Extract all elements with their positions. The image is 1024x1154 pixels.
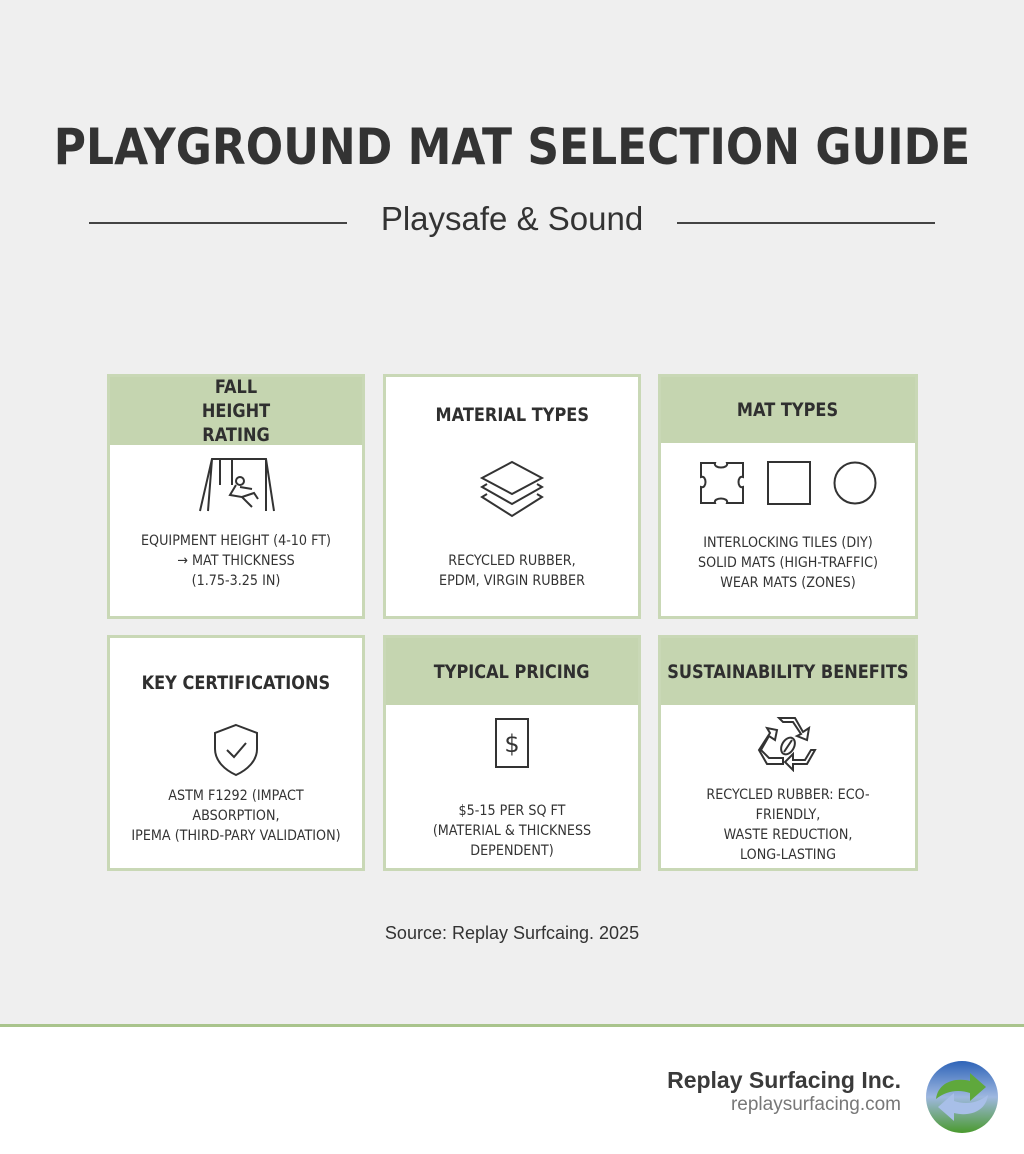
square-icon: [767, 461, 811, 505]
card-material-types: [383, 374, 641, 619]
company-logo: [924, 1059, 1000, 1135]
card-text: EPDM, VIRGIN RUBBER: [439, 573, 585, 589]
card-text: RECYCLED RUBBER: ECO-FRIENDLY,: [706, 787, 870, 823]
card-title: FALL HEIGHT RATING: [201, 376, 271, 446]
card-text: ABSORPTION,: [192, 808, 280, 824]
card-text: $5-15 PER SQ FT: [458, 803, 566, 819]
card-typical-pricing: [383, 635, 641, 871]
card-title: SUSTAINABILITY BENEFITS: [667, 660, 909, 683]
circle-icon: [833, 461, 877, 505]
card-text: ASTM F1292 (IMPACT: [168, 788, 304, 804]
card-text: INTERLOCKING TILES (DIY): [703, 535, 873, 551]
footer: [0, 1024, 1024, 1154]
card-key-certifications: [107, 635, 365, 871]
card-text: RECYCLED RUBBER,: [448, 553, 576, 569]
card-text: DEPENDENT): [470, 843, 554, 859]
source-note: Source: Replay Surfcaing. 2025: [384, 923, 640, 943]
card-text: → MAT THICKNESS: [177, 553, 295, 569]
card-text: SOLID MATS (HIGH-TRAFFIC): [697, 555, 879, 571]
card-fall-height: [107, 374, 365, 619]
card-title: TYPICAL PRICING: [434, 660, 590, 683]
card-mat-types: [658, 374, 918, 619]
card-text: EQUIPMENT HEIGHT (4-10 FT): [140, 533, 331, 549]
recycle-icon: [661, 705, 915, 781]
card-title: MAT TYPES: [737, 399, 839, 421]
card-text: (MATERIAL & THICKNESS: [432, 823, 592, 839]
card-title: KEY CERTIFICATIONS: [141, 672, 331, 694]
svg-text:$: $: [504, 730, 520, 758]
layers-icon: [386, 455, 638, 525]
company-name: Replay Surfacing Inc.: [667, 1067, 901, 1093]
card-text: LONG-LASTING: [740, 847, 836, 863]
puzzle-square-circle-icons: [661, 443, 915, 523]
subtitle: Playsafe & Sound: [380, 200, 644, 237]
divider-left: [89, 222, 347, 224]
card-text: WASTE REDUCTION,: [723, 827, 853, 843]
card-text: WEAR MATS (ZONES): [720, 575, 856, 591]
shield-check-icon: [110, 720, 362, 780]
swing-fall-icon: [110, 445, 362, 525]
puzzle-icon: [699, 461, 745, 505]
card-text: (1.75-3.25 IN): [191, 573, 281, 589]
card-sustainability: [658, 635, 918, 871]
card-title: MATERIAL TYPES: [435, 404, 589, 426]
card-text: IPEMA (THIRD-PARY VALIDATION): [131, 828, 341, 844]
page-title: PLAYGROUND MAT SELECTION GUIDE: [53, 118, 971, 176]
dollar-icon: [386, 705, 638, 781]
divider-right: [677, 222, 935, 224]
company-url[interactable]: replaysurfacing.com: [730, 1094, 901, 1115]
